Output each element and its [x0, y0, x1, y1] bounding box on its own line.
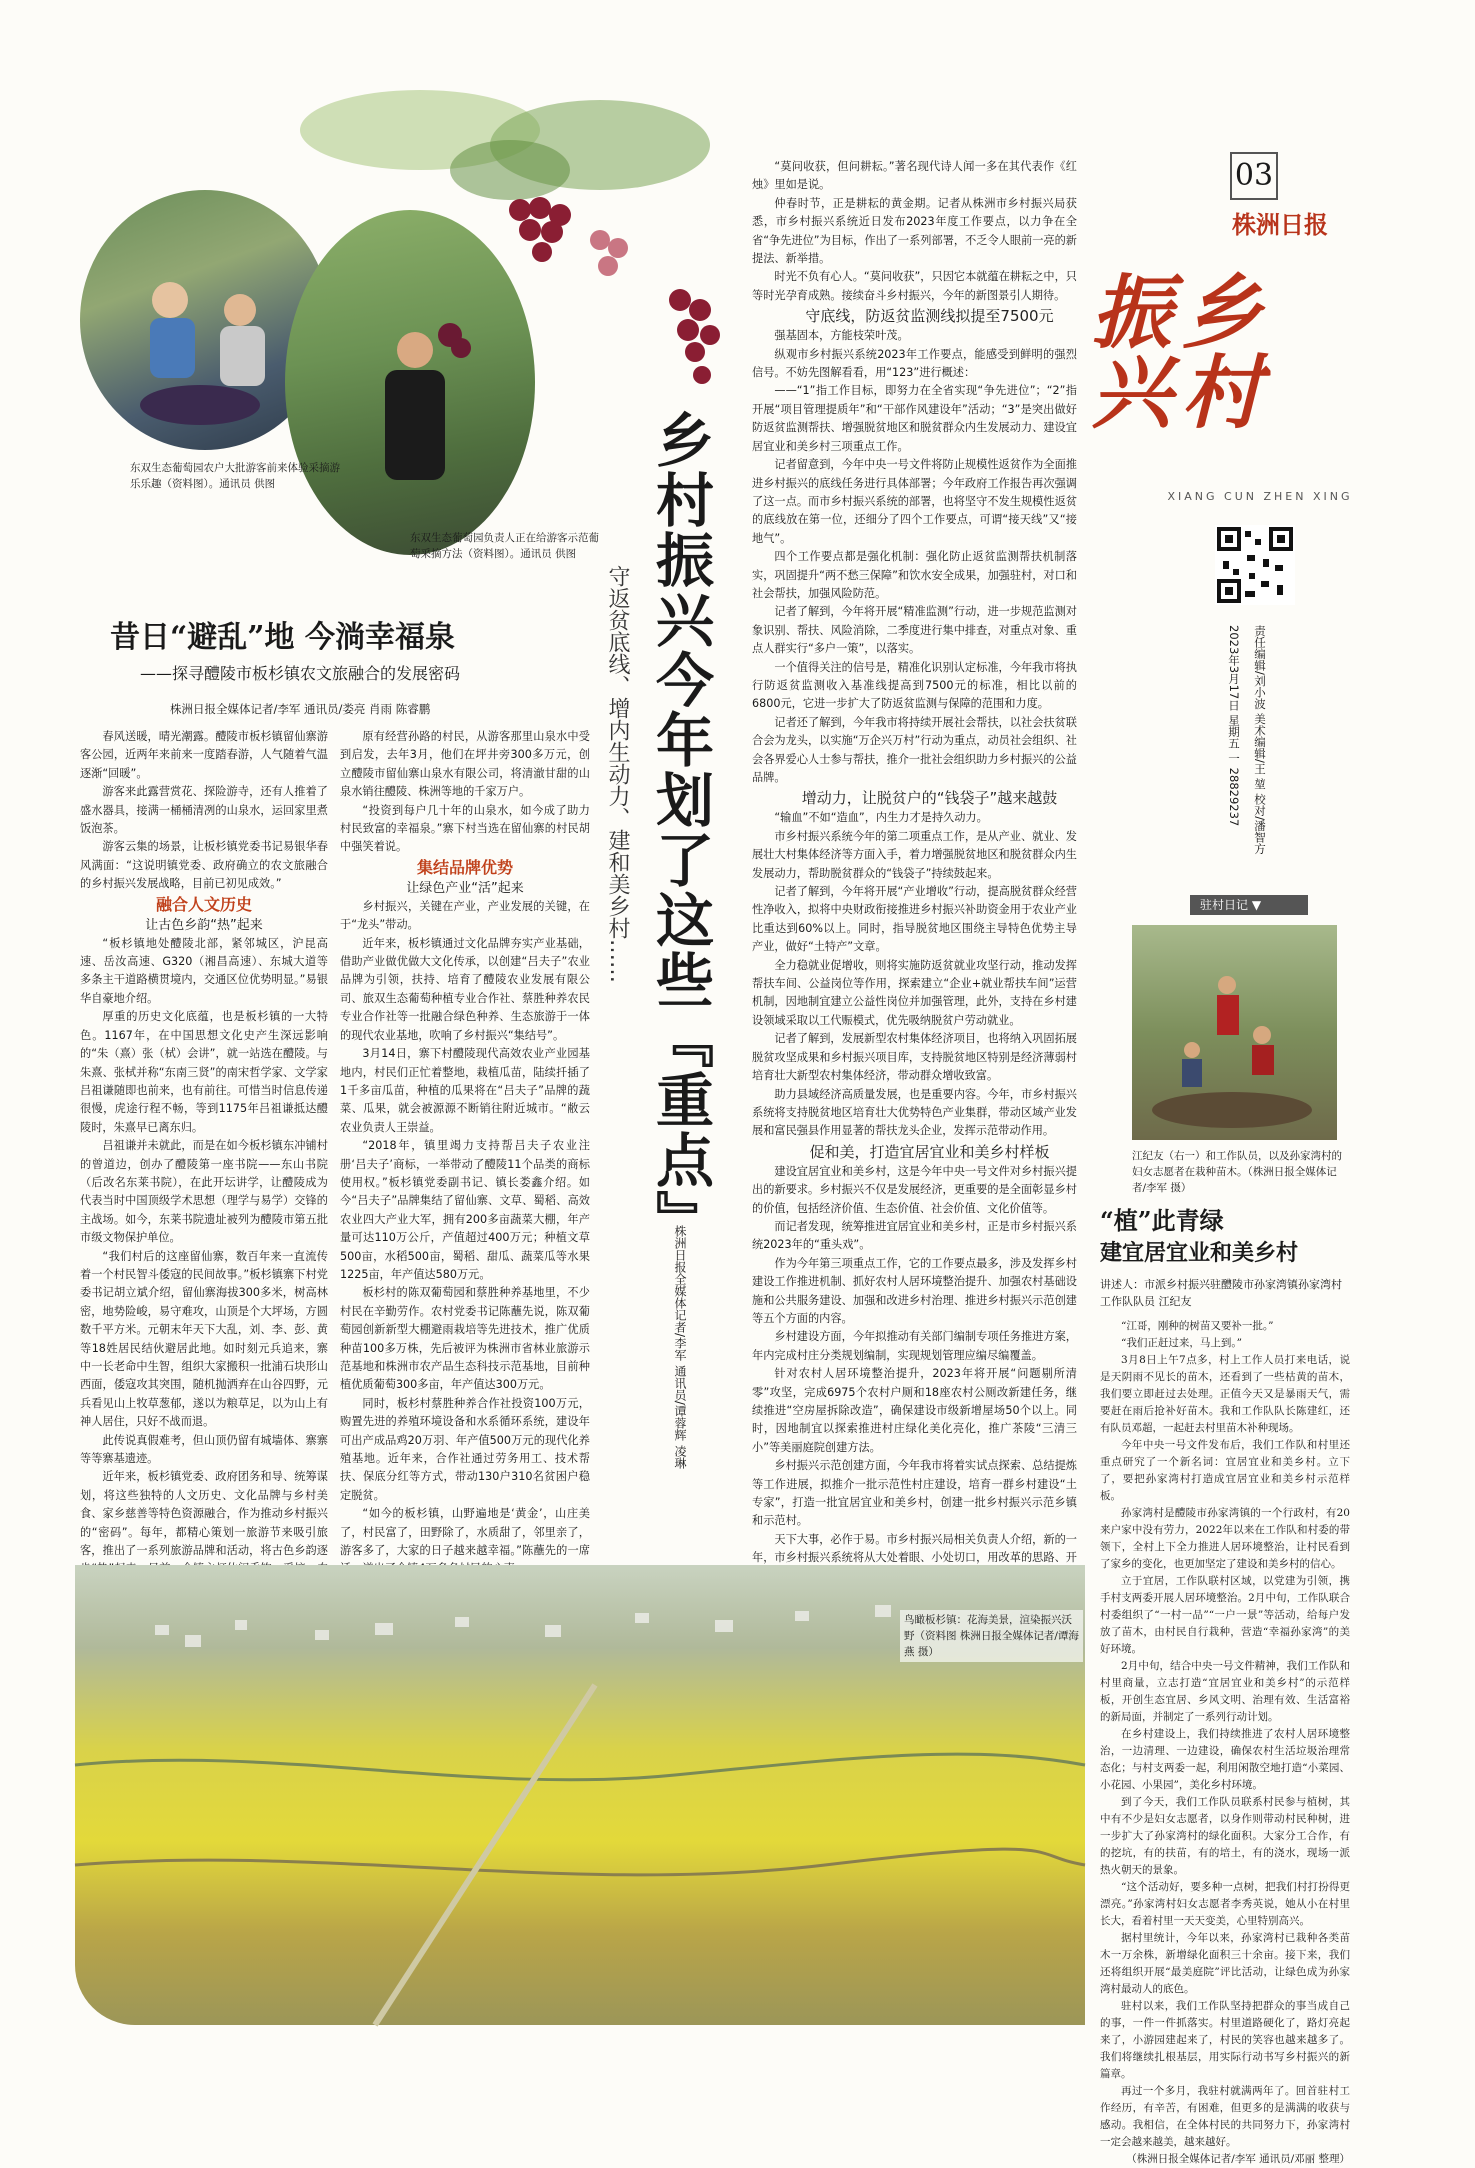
lead-deck: 守返贫底线、增内生动力、建和美乡村……: [605, 565, 630, 983]
diary-photo-caption: 江纪友（右一）和工作队员，以及孙家湾村的妇女志愿者在栽种苗木。（株洲日报全媒体记者/李军 摄）: [1132, 1150, 1342, 1194]
lead-heading-3: 促和美，打造宜居宜业和美乡村样板: [809, 1142, 1050, 1161]
diary-title-2: 建宜居宜业和美乡村: [1100, 1240, 1299, 1266]
feature-subtitle: ——探寻醴陵市板杉镇农文旅融合的发展密码: [140, 664, 461, 683]
feature-subhead-1: 融合人文历史: [155, 894, 252, 914]
date-line: 2023年3月17日 星期五 一 28829237: [1227, 625, 1241, 827]
feature-column-2: 原有经营孙路的村民，从游客那里山泉水中受到启发，去年3月，他们在坪井旁300多万元，创立醴陵市留仙寨山泉水有限公司，将清澈甘甜的山泉水销往醴陵、株洲等地的千家万户。 “投资到每户几十年的山泉水，如今成了助力村民致富的幸福泉。”寨下村当选在留仙寨的村民胡中强笑着说。 集结品牌优势 让绿色产业“活”起来 乡村振兴，关键在产业，产业发展的关键，在于“龙头”带动。 近年来，板杉镇通过文化品牌夯实产业基础，借助产业做优做大文化传承，以创建“吕夫子”农业品牌为引领，扶持、培育了醴陵农业发展有限公司、旅双生态葡萄种植专业合作社、蔡胜种养农民专业合作社等一批融合绿色种养、生态旅游于一体的现代农业基地，吹响了乡村振兴“集结号”。 3月14日，寨下村醴陵现代高效农业产业园基地内，村民们正忙着整地，栽植瓜苗，陆续扦插了1千多亩瓜苗，种植的瓜果将在“吕夫子”品牌的蔬菜、瓜果，就会被源源不断销往附近城市。“敝云农业负责人王崇益。 “2018年，镇里竭力支持帮吕夫子农业注册‘吕夫子’商标，一举带动了醴陵11个品类的商标使用权。”板杉镇党委副书记、镇长娄鑫介绍。如今“吕夫子”品牌集结了留仙寨、文草、蜀稻、高效农业四大产业大军，拥有200多亩蔬菜大棚，年产量可达110万公斤，产值超过400万元；种植文草500亩，水稻500亩，蜀稻、甜瓜、蔬菜瓜等水果1225亩，年产值达580万元。 板杉村的陈双葡萄园和蔡胜种养基地里，不少村民在辛勤劳作。农村党委书记陈蘸先说，陈双葡萄园创新新型大棚避雨栽培等先进技术，推广优质种苗100多万株，先后被评为株洲市省林业旅游示范基地和株洲市农产品生态科技示范基地，目前种植优质葡萄300多亩，年产值达300万元。 同时，板杉村蔡胜种养合作社投资100万元，购置先进的养殖环境设备和水系循环系统，建设年可出产成品鸡20万羽、年产值500万元的现代化养殖基地。近年来，合作社通过劳务用工、技术帮扶、保底分红等方式，带动130户310名贫困户稳定脱贫。 “如今的板杉镇，山野遍地是‘黄金’，山庄美了，村民富了，田野除了，水质甜了，邻里亲了，游客多了，大家的日子越来越幸福。”陈蘸先的一席: [340, 730, 590, 1558]
diary-tag: 驻村日记 ▼: [1190, 895, 1308, 915]
lead-byline: 株洲日报全媒体记者/李军 通讯员/谭蓉辉 凌琳: [673, 1225, 687, 1469]
diary-author: 讲述人：市派乡村振兴驻醴陵市孙家湾镇孙家湾村工作队队员 江纪友: [1100, 1278, 1342, 1308]
editor-line: 责任编辑/刘小波 美术编辑/王 堃 校对/潘智方: [1253, 625, 1267, 855]
diary-body: “江哥，刚种的树苗又要补一批。” “我们正赶过来，马上到。” 3月8日上午7点多，村上工作人员打来电话，说是天阴雨不见长的苗木，还看到了一些枯黄的苗木，我们要立即赶过去处理。正值今天又是暴雨天气，需要赶在雨后抢补好苗木。我和工作队队长陈建红，还有队员邓超，一起赶去村里苗木补种现场。 今年中央一号文件发布后，我们工作队和村里还重点研究了一个新名词：宜居宜业和美乡村。立下了，要把孙家湾村打造成宜居宜业和美乡村示范样板。 孙家湾村是醴陵市孙家湾镇的一个行政村，有20来户家中没有劳力，2022年以来在工作队和村委的带领下，全村上下全力推进人居环境整治，让村民看到了家乡的变化，也更加坚定了建设和美乡村的信心。 立于宜居，工作队联村区域，以党建为引领，携手村支两委开展人居环境整治。2月中旬，工作队联合村委组织了“一村一品”“一户一景”等活动，给每户发放了苗木，由村民自行栽种，营造“幸福孙家湾”的美好环境。 2月中旬，结合中央一号文件精神，我们工作队和村里商量，立志打造“宜居宜业和美乡村”的示范样板，开创生态宜居、乡风文明、治理有效、生活富裕的新局面，并制定了一系列行动计划。 在乡村建设上，我们持续推进了农村人居环境整治，一边清理、一边建设，确保农村生活垃圾治理常态化；与村支两委一起，利用闲散空地打造“小菜园、小花园、小果园”，美化乡村环境。 到了今天，我们工作队员联系村民参与植树，其中有不少是妇女志愿者，以身作则带动村民种树，进一步扩大了孙家湾村的绿化面积。大家分工合作，有的挖坑，有的扶苗，有的培土，有的浇水，现场一派热火朝天的景象。 “这个活动好，要多种一点树，把我们村打扮得更漂亮。”孙家湾村妇女志愿者李秀英说，她从小在村里长大，看着村里一天天变美，心里特别高兴。 据村里统计，今年以来，孙家湾村已栽种各类苗木一万余株，新增绿化面积三十余亩。接下来，我们还将组织开展“最美庭院”评比活动，让绿色成为孙家湾村最动人的底色。 驻村以来，我们工作队坚持把群众的事当成自己的事，一件一件抓落实。村里道路硬化了，路灯亮起来了，小游园建起来了，村民的笑容也越来越多了。我们将继续扎根基层，用实际行动书写乡村振兴的新篇章。 再过一个多月，我驻村就满两年了。回首驻村工作经历，有辛苦，有困难，但更多的是满满的收获与感动。我相信，在全体村民的共同努力下，孙家湾村一定会越来越美，越来越好。 （株洲日报全媒体记者/李军 通讯员/邓丽 整理）: [1100, 1320, 1350, 2165]
qr-code[interactable]: [1215, 525, 1295, 605]
feature-column-1: 春风送暖，晴光潮露。醴陵市板杉镇留仙寨游客公园，近两年来前来一度踏春游，人气随着气温逐渐“回暖”。 游客来此露营赏花、探险游寺，还有人推着了盛水器具，接满一桶桶清冽的山泉水，运回家里煮饭泡茶。 游客云集的场景，让板杉镇党委书记易银华春风满面：“这说明镇党委、政府确立的农文旅融合的乡村振兴发展战略，目前已初见成效。” 融合人文历史 让古色乡韵“热”起来 “板杉镇地处醴陵北部，紧邻城区，沪昆高速、岳汝高速、G320（湘昌高速）、东城大道等多条主干道路横贯境内，交通区位优势明显。”易银华自豪地介绍。 厚重的历史文化底蕴，也是板杉镇的一大特色。1167年，在中国思想文化史产生深远影响的“朱（熹）张（栻）会讲”，就一站选在醴陵。与朱熹、张栻并称“东南三贤”的南宋哲学家、文学家吕祖谦随即也前来，也有前往。可惜当时信息传递很慢，虎途行程不畅，等到1175年吕祖谦抵达醴陵时，朱熹早已离东归。 吕祖谦并未就此，而是在如今板杉镇东冲铺村的曾道边，创办了醴陵第一座书院——东山书院（后改名东莱书院），在此开坛讲学，让醴陵成为代表当时中国顶级学术思想（理学与易学）交锋的主战场。如今，东莱书院遗址被列为醴陵市第五批市级文物保护单位。 “我们村后的这座留仙寨，数百年来一直流传着一个村民智斗倭寇的民间故事。”板杉镇寨下村党委书记胡立斌介绍，留仙寨海拔300多米，树高林密，地势险峻，易守难攻，山顶是个大坪场，方圆数千平方米。元朝末年天下大乱，刘、李、彭、黄等18姓居民结伙避居此地。如时刻元兵追来，寨中一长老命中生智，组织大家搬积一批浦石块形山西面，倭寇攻其突围，随机抛洒弃在山谷四野，元兵看见山上牧草葱郁，遂以为粮草足，以为山上有神人居住，只好不战而退。 此传说真假难考，但山顶仍留有城墙体、寨寨等等寨基遗迹。 近年来，板杉镇党委、政府团务和导、统筹谋划，将这些独特的人文历史、文化品牌与乡村美食、家乡慈善等特色资源融合，作为推动乡村振兴的“密码”。每年，都精心策划一旅游节来吸引旅客，推出了一系列旅游品牌和活动，将古色乡韵逐: [80, 730, 328, 1558]
lead-heading-1: 守底线，防返贫监测线拟提至7500元: [805, 307, 1054, 326]
diary-photo: [1132, 925, 1337, 1140]
lead-title: 乡村振兴今年划了这些『重点』: [646, 410, 714, 1250]
feature-subhead-2: 集结品牌优势: [416, 857, 513, 877]
section-title: 乡村振兴: [1078, 270, 1262, 430]
photo-caption-right: 东双生态葡萄园负责人正在给游客示范葡萄采摘方法（资料图）。通讯员 供图: [410, 532, 599, 560]
diary-title-1: “植”此青绿: [1100, 1206, 1224, 1235]
lead-body: “莫问收获，但问耕耘。”著名现代诗人闻一多在其代表作《红烛》里如是说。 仲春时节，正是耕耘的黄金期。记者从株洲市乡村振兴局获悉，市乡村振兴系统近日发布2023年度工作要点，以力争在全省“争先进位”为目标，作出了一系列部署，不乏令人眼前一亮的新提法、新举措。 时光不负有心人。“莫问收获”，只因它本就蕴在耕耘之中，只等时光孕育成熟。接续奋斗乡村振兴，今年的新图景引人期待。 守底线，防返贫监测线拟提至7500元 强基固本，方能枝荣叶茂。 纵观市乡村振兴系统2023年工作要点，能感受到鲜明的强烈信号。不妨先图解看看，用“123”进行概述： ——“1”指工作目标，即努力在全省实现“争先进位”；“2”指开展“项目管理提质年”和“干部作风建设年”活动；“3”是突出做好防返贫监测帮扶、增强脱贫地区和脱贫群众内生发展动力、建设宜居宜业和美乡村三项重点工作。 记者留意到，今年中央一号文件将防止规模性返贫作为全面推进乡村振兴的底线任务进行具体部署；今年政府工作报告再次强调了这一点。而市乡村振兴系统的部署，也将坚守不发生规模性返贫的底线放在第一位，还细分了四个工作要点，可谓“接天线”又“接地气”。 四个工作要点都是强化机制：强化防止返贫监测帮扶机制落实，巩固提升“两不愁三保障”和饮水安全成果，加强驻村，对口和社会帮扶，加强风险防范。 记者了解到，今年将开展“精准监测”行动，进一步规范监测对象识别、帮扶、风险消除，二季度进行集中排查，对重点对象、重点人群实行“多户一策”，以落实。 一个值得关注的信号是，精准化识别认定标准，今年我市将执行防返贫监测收入基准线提高到7500元的标准，相比以前的6800元，它进一步扩大了防返贫监测与保障的范围和力度。 记者还了解到，今年我市将持续开展社会帮扶，以社会扶贫联合会为龙头，以实施“万企兴万村”行动为重点，动员社会组织、社会各界爱心人士参与帮扶，推介一批社会组织助力乡村振兴的公益品牌。 增动力，让脱贫户的“钱袋子”越来越鼓 “输血”不如“造血”，内生力才是持久动力。 市乡村振兴系统今年的第二项重点工作，是从产业、就业、发展壮大村集体经济等方面入手，着力增强脱贫地区和脱贫群众内生发展动力，帮助脱贫群众的“钱袋子”持续鼓起来。 记者了解到，今年将开展“产业增收”行动，提高脱贫群众经营性净收入，拟将中央财政衔接推进乡村振兴补助资金用于农业产业比重达到60%以上。同时，指导脱贫地区围绕主导特色优势主导产业，做好“土特产”文章。 全力稳就业促增收，则将实施防返贫就业攻坚行动，推动发挥帮扶车间、公益岗位等作用，探索建立“企业+就业帮扶车间”运营机制，因地制宜建立公益性岗位并加强管理，此外，支持在乡村建设领域采取以工代赈模式，优先吸纳脱贫户劳动就业。 记者了解到，发展新型农村集体经济项目，也将纳入巩固拓展脱贫攻坚成果和乡村振兴项目库，支持脱贫地区特别是经济薄弱村培育壮大新型农村集体经济，带动群众增收致富。 助力县域经济高质量发展，也是重要内容。今年，市乡村振兴系统将支持脱贫地区培育壮大优势特色产业集群，带动区域产业发展和富民强县作用显著的帮扶龙头企业，发挥示范带动作用。 促和美，打造宜居宜业和美乡村样板 建设宜居宜业和美乡村，这是今年中央一号文件对乡村振兴提出的新要求。乡村振兴不仅是发展经济，更重要的是全面彰显乡村的价值，包括经济价值、生态价值、社会价值、文化价值等。 而记者发现，统筹推进宜居宜业和美乡村，正是市乡村振兴系统2023年的“重头戏”。 作为今年第三项重点工作，它的工作要点最多，涉及发挥乡村建设工作推进机制、抓好农村人居环境整治提升、加强农村基础设施和公共服务建设、加强和改进乡村治理、推进乡村振兴示范创建等五个方面的内容。 乡村建设方面，今年拟推动有关部门编制专项任务推进方案，年内完成村庄分类规划编制，实现规划管理应编尽编覆盖。 针对农村人居环境整治提升，2023年将开展“问题剔所清零”攻坚，完成6975个农村户厕和18座农村公厕改新建任务，继续推进“空房屋拆除改造”，确保建设市级新增屋场50个以上。同时，因地制宜以探索推进村庄绿化美化亮化，推广茶陵“三清三小”等美丽庭院创建方法。 乡村振兴示范创建方面，今年我市将着实试点探索、总结提炼等工作进展，拟推介一批示范性村庄建设，培育一群乡村建设“土专家”，打造一批宜居宜业和美乡村，创建一批乡村振兴示范乡镇和示范村。 天下大事，必作于易。市乡村振兴局相关负责人介绍，新的一年，市乡村振兴系统将从大处着眼、小处切口，用改革的思路、开: [752, 160, 1077, 1565]
feature-byline: 株洲日报全媒体记者/李军 通讯员/娄亮 肖雨 陈睿鹏: [170, 702, 431, 716]
grape-picking-photo-right: [285, 210, 535, 555]
feature-title: 昔日“避乱”地 今淌幸福泉: [110, 620, 455, 655]
page-number: 03: [1230, 152, 1278, 200]
photo-caption-left: 东双生态葡萄园农户大批游客前来体验采摘游乐乐趣（资料图）。通讯员 供图: [130, 462, 340, 490]
lead-heading-2: 增动力，让脱贫户的“钱袋子”越来越鼓: [801, 789, 1058, 808]
aerial-photo-caption: 鸟瞰板杉镇：花海美景，渲染振兴沃野（资料图 株洲日报全媒体记者/谭海燕 摄）: [900, 1610, 1083, 1662]
paper-name: 株洲日报: [1232, 210, 1328, 239]
section-pinyin: XIANG CUN ZHEN XING: [1167, 490, 1353, 503]
